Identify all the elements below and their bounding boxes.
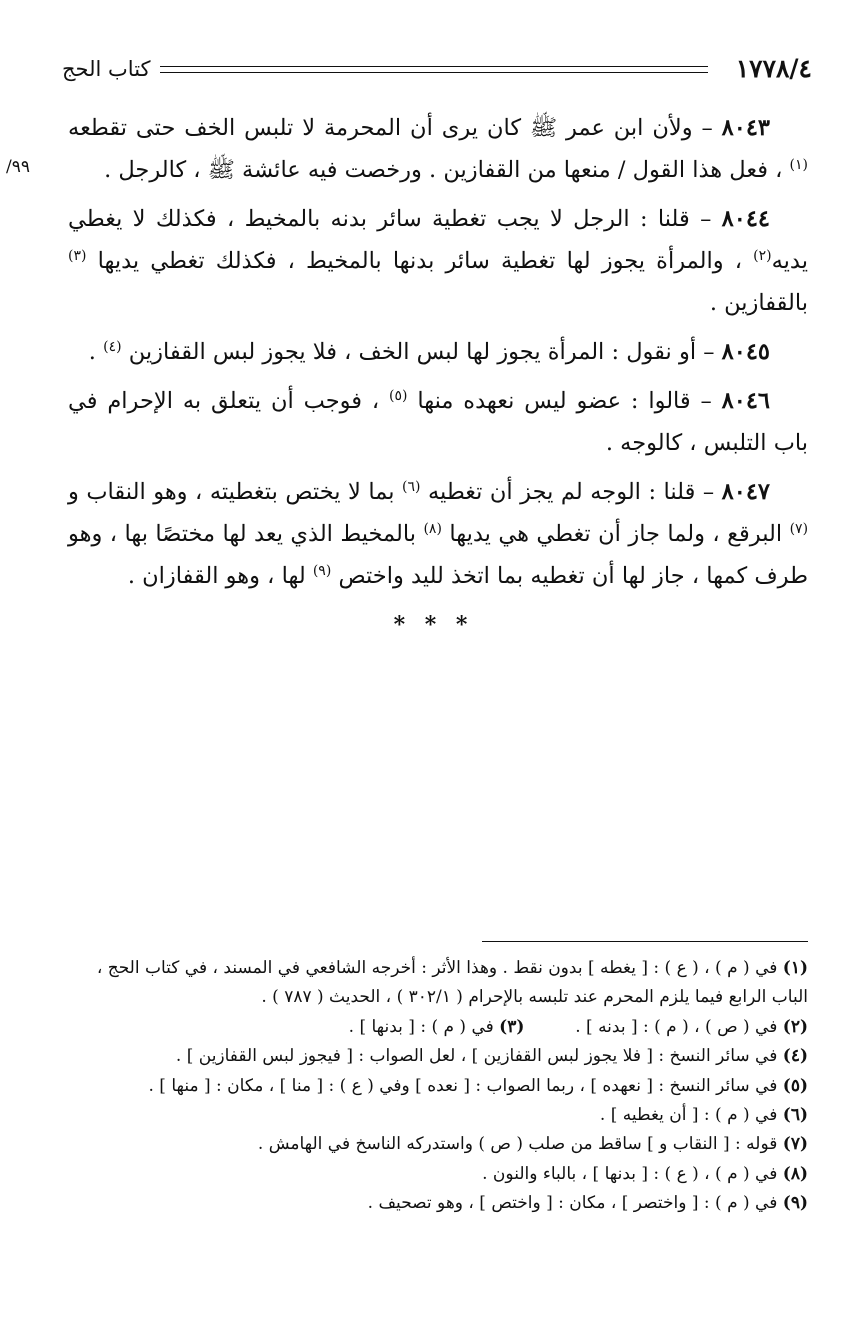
footnote-ref: (٢): [753, 248, 772, 264]
paragraph-number: ٨٠٤٤: [721, 206, 770, 232]
paragraph-text: قالوا : عضو ليس نعهده منها: [417, 388, 691, 414]
footnote-ref: (٦): [401, 479, 421, 495]
paragraph-text: ولأن ابن عمر ﷺ كان يرى أن المحرمة لا تلبس الخف حتى تقطعه: [68, 115, 693, 141]
paragraph-number: ٨٠٤٦: [721, 388, 770, 414]
footnote-ref: (٣): [68, 248, 87, 264]
footnote-text: الباب الرابع فيما يلزم المحرم عند تلبسه بالإحرام ( ٣٠٢/١ ) ، الحديث ( ٧٨٧ ) .: [261, 987, 808, 1008]
page-header: [62, 52, 812, 88]
footnote-text: في ( م ) ، ( ع ) : [ بدنها ] ، بالباء والنون .: [482, 1163, 778, 1184]
footnote-number: (٩): [782, 1193, 808, 1214]
footnote-text: في ( م ) : [ بدنها ] .: [348, 1016, 494, 1037]
paragraph-text: بالمخيط الذي يعد لها مختصًا بها ، وهو طرف كمها ، جاز لها أن تغطيه بما اتخذ لليد واختص: [68, 521, 808, 589]
paragraph-8046: ٨٠٤٦ – قالوا : عضو ليس نعهده منها $^{(٥)}$ ، فوجب أن يتعلق به الإحرام في باب التلبس ، كالوجه .: [68, 388, 808, 456]
footnote-ref: (١): [789, 157, 808, 173]
footnote-7: [64, 1130, 808, 1159]
main-text: [68, 107, 808, 604]
footnote-ref: (٤): [103, 339, 122, 355]
header-rule: [160, 66, 708, 73]
footnote-text: في سائر النسخ : [ فلا يجوز لبس القفازين ] ، لعل الصواب : [ فيجوز لبس القفازين ] .: [175, 1046, 778, 1067]
footnote-text: في ( م ) : [ واختصر ] ، مكان : [ واختص ] ، وهو تصحيف .: [367, 1193, 778, 1214]
footnote-text: في ( ص ) ، ( م ) : [ بدنه ] .: [575, 1016, 778, 1037]
footnote-ref: (٩): [312, 563, 332, 579]
footnote-number: (٨): [782, 1163, 808, 1184]
footnote-number: (٧): [782, 1134, 808, 1155]
footnote-1-continued: [64, 983, 808, 1012]
footnote-9: [64, 1189, 808, 1218]
paragraph-number: ٨٠٤٥: [721, 339, 770, 365]
paragraph-text: .: [88, 339, 96, 365]
paragraph-number: ٨٠٤٧: [721, 479, 771, 505]
footnote-ref: (٨): [423, 521, 442, 537]
footnote-number: (١): [782, 958, 808, 978]
footnote-number: (٤): [782, 1046, 808, 1067]
paragraph-8047: ٨٠٤٧ – قلنا : الوجه لم يجز أن تغطيه $^{(٦)}$ بما لا يختص بتغطيته ، وهو النقاب و $^{(٧)}$ البرقع ، ولما جاز أن تغطي هي يديها $^{(٨)}$ بالمخيط الذي يعد لها مختصًا بها ، وهو طرف كمها ، جاز لها أن تغطيه بما اتخذ لليد واختص $^{(٩)}$ لها ، وهو القفازان .: [68, 479, 809, 589]
footnote-6: [64, 1101, 808, 1130]
margin-note: /٩٩: [6, 157, 30, 177]
footnote-ref: (٧): [789, 521, 809, 537]
footnote-number: (٦): [782, 1105, 808, 1126]
book-title: كتاب الحج: [62, 57, 151, 81]
page-number: ١٧٧٨/٤: [735, 54, 812, 83]
footnotes: [64, 954, 808, 1219]
paragraph-text: البرقع ، ولما جاز أن تغطي هي يديها: [449, 521, 783, 547]
footnote-5: [64, 1072, 808, 1101]
footnote-2-3: [64, 1013, 808, 1042]
paragraph-text: قلنا : الرجل لا يجب تغطية سائر بدنه بالمخيط ، فكذلك لا يغطي يديه: [68, 206, 808, 274]
footnote-1: [64, 954, 808, 983]
section-ornament: * * *: [393, 612, 474, 638]
footnote-number: (٥): [782, 1075, 808, 1096]
footnote-text: في ( م ) ، ( ع ) : [ يغطه ] بدون نقط . وهذا الأثر : أخرجه الشافعي في المسند ، في كتاب الحج ،: [96, 958, 778, 978]
footnote-4: [64, 1042, 808, 1071]
footnote-number: (٢): [782, 1016, 808, 1037]
footnote-8: [64, 1160, 808, 1189]
paragraph-8043: ٨٠٤٣ – ولأن ابن عمر ﷺ كان يرى أن المحرمة لا تلبس الخف حتى تقطعه $^{(١)}$ ، فعل هذا القول / منعها من القفازين . ورخصت فيه عائشة ﷺ ، كالرجل .: [68, 115, 808, 183]
paragraph-text: ، والمرأة يجوز لها تغطية سائر بدنها بالمخيط ، فكذلك تغطي يديها: [97, 248, 742, 274]
footnote-number: (٣): [499, 1016, 525, 1037]
paragraph-text: بما لا يختص بتغطيته ، وهو النقاب و: [68, 479, 395, 505]
paragraph-8045: ٨٠٤٥ – أو نقول : المرأة يجوز لها لبس الخف ، فلا يجوز لبس القفازين $^{(٤)}$ .: [88, 339, 770, 365]
paragraph-text: ، فعل هذا القول / منعها من القفازين . ورخصت فيه عائشة ﷺ ، كالرجل .: [104, 157, 783, 183]
paragraph-text: لها ، وهو القفازان .: [127, 563, 306, 589]
footnote-rule: [482, 941, 808, 942]
paragraph-text: أو نقول : المرأة يجوز لها لبس الخف ، فلا يجوز لبس القفازين: [128, 339, 697, 365]
footnote-text: قوله : [ النقاب و ] ساقط من صلب ( ص ) واستدركه الناسخ في الهامش .: [257, 1134, 778, 1155]
footnote-text: في ( م ) : [ أن يغطيه ] .: [599, 1105, 778, 1126]
footnote-text: في سائر النسخ : [ نعهده ] ، ربما الصواب : [ نعده ] وفي ( ع ) : [ منا ] ، مكان : [ منها ] .: [148, 1075, 778, 1096]
paragraph-text: ، فوجب أن يتعلق به الإحرام في باب التلبس ، كالوجه .: [68, 388, 808, 456]
paragraph-text: بالقفازين .: [709, 290, 808, 316]
paragraph-number: ٨٠٤٣: [721, 115, 770, 141]
paragraph-8044: ٨٠٤٤ – قلنا : الرجل لا يجب تغطية سائر بدنه بالمخيط ، فكذلك لا يغطي يديه$^{(٢)}$ ، والمرأة يجوز لها تغطية سائر بدنها بالمخيط ، فكذلك تغطي يديها $^{(٣)}$ بالقفازين .: [68, 206, 808, 316]
footnote-ref: (٥): [389, 388, 408, 404]
paragraph-text: قلنا : الوجه لم يجز أن تغطيه: [427, 479, 696, 505]
